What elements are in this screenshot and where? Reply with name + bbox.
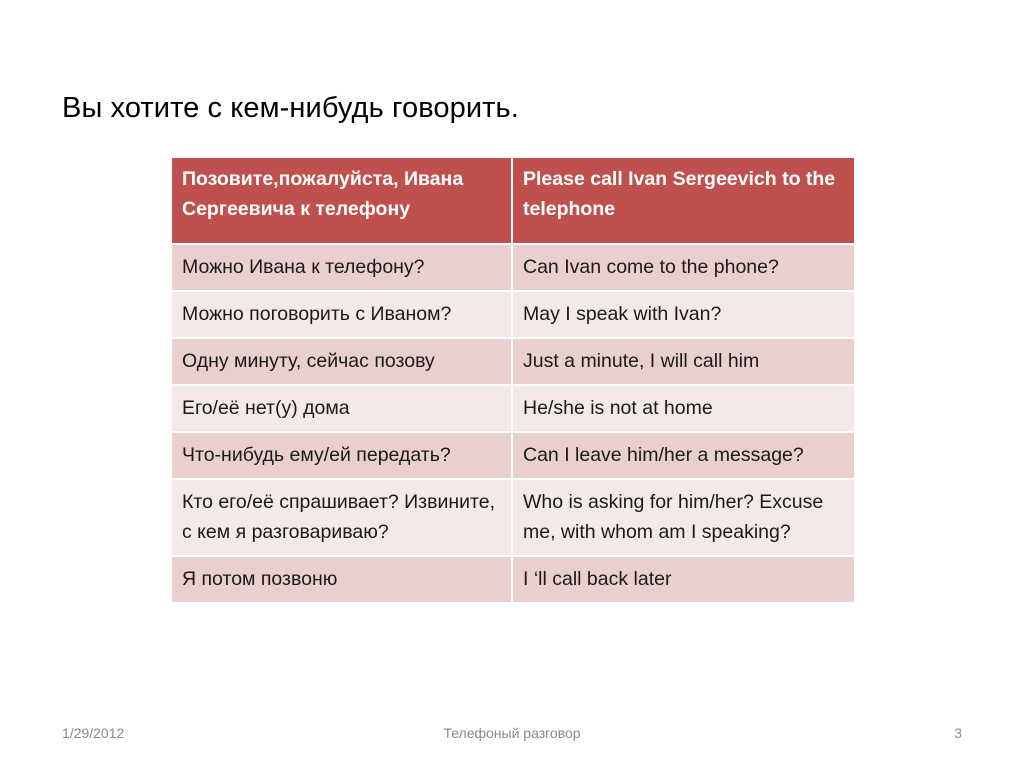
- phrase-table: [170, 156, 856, 604]
- footer-date: 1/29/2012: [62, 725, 125, 741]
- table-row: [171, 291, 855, 338]
- table-row: [171, 385, 855, 432]
- table-row: [171, 479, 855, 556]
- cell-russian: Одну минуту, сейчас позову: [171, 338, 512, 385]
- cell-russian: Что-нибудь ему/ей передать?: [171, 432, 512, 479]
- cell-english: I ‘ll call back later: [512, 556, 855, 603]
- table-row: [171, 432, 855, 479]
- cell-english: Just a minute, I will call him: [512, 338, 855, 385]
- header-cell-english: Please call Ivan Sergeevich to the telephone: [512, 157, 855, 244]
- slide-number: 3: [954, 725, 962, 741]
- cell-english: Can I leave him/her a message?: [512, 432, 855, 479]
- footer-title: Телефоный разговор: [443, 725, 581, 741]
- table-row: [171, 338, 855, 385]
- slide-title: Вы хотите с кем-нибудь говорить.: [62, 92, 519, 124]
- cell-english: He/she is not at home: [512, 385, 855, 432]
- cell-russian: Его/её нет(у) дома: [171, 385, 512, 432]
- cell-english: Who is asking for him/her? Excuse me, with whom am I speaking?: [512, 479, 855, 556]
- header-cell-russian: Позовите,пожалуйста, Ивана Сергеевича к телефону: [171, 157, 512, 244]
- table-header-row: [171, 157, 855, 244]
- cell-russian: Кто его/её спрашивает? Извините, с кем я разговариваю?: [171, 479, 512, 556]
- cell-english: Can Ivan come to the phone?: [512, 244, 855, 291]
- cell-russian: Можно поговорить с Иваном?: [171, 291, 512, 338]
- table-row: [171, 244, 855, 291]
- cell-english: May I speak with Ivan?: [512, 291, 855, 338]
- cell-russian: Я потом позвоню: [171, 556, 512, 603]
- table-row: [171, 556, 855, 603]
- cell-russian: Можно Ивана к телефону?: [171, 244, 512, 291]
